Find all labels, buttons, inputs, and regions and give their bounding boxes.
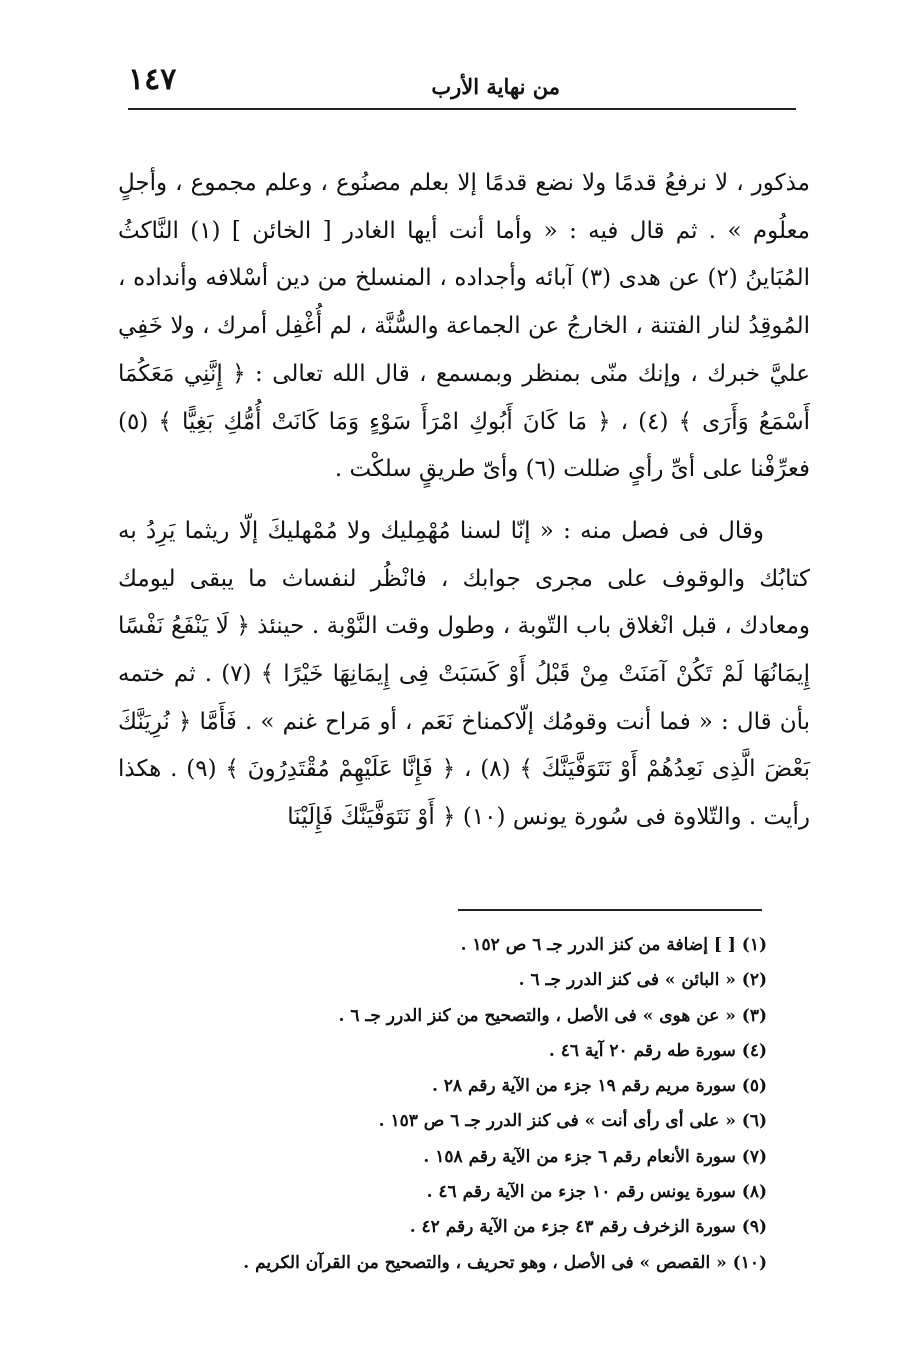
footnote-item: (٦) « على أى رأى أنت » فى كنز الدرر جـ ٦ ص ١٥٣ . — [378, 1111, 767, 1132]
footnote-item: (٩) سورة الزخرف رقم ٤٣ جزء من الآية رقم ٤٢ . — [409, 1217, 767, 1238]
paragraph: وقال فى فصل منه : « إنّا لسنا مُهْمِليك ولا مُمْهليكَ إلّا ريثما يَرِدُ به كتابُك والوقوف على مجرى جوابك ، فانْظُر لنفساث ما يبقى ليومك ومعادك ، قبل انْغلاق باب التّوبة ، وطول وقت النَّوْبة . حينئذ ﴿ لَا يَنْفَعُ نَفْسًا إِيمَانُهَا لَمْ تَكُنْ آمَنَتْ مِنْ قَبْلُ أَوْ كَسَبَتْ فِى إِيمَانِهَا خَيْرًا ﴾ (٧) . ثم ختمه بأن قال : « فما أنت وقومُك إلّاكمناخ نَعَم ، أو مَراح غنم » . فَأَمَّا ﴿ نُرِيَنَّكَ بَعْضَ الَّذِى نَعِدُهُمْ أَوْ نَتَوَفَّيَنَّكَ ﴾ (٨) ، ﴿ فَإِنَّا عَلَيْهِمْ مُقْتَدِرُونَ ﴾ (٩) . هكذا رأيت . والتّلاوة فى سُورة يونس (١٠) ﴿ أَوْ نَتَوَفَّيَنَّكَ فَإِلَيْنَا — [118, 517, 811, 831]
footnotes-list — [207, 928, 767, 1281]
footnote-item: (١) [ ] إضافة من كنز الدرر جـ ٦ ص ١٥٢ . — [460, 935, 767, 955]
footnote-item: (٨) سورة يونس رقم ١٠ جزء من الآية رقم ٤٦ . — [426, 1182, 767, 1203]
footnote-item: (١٠) « القصص » فى الأصل ، وهو تحريف ، والتصحيح من القرآن الكريم . — [243, 1252, 767, 1273]
page-number: ١٤٧ — [128, 62, 177, 97]
running-title: من نهاية الأرب — [431, 74, 560, 99]
footnote-item: (٥) سورة مريم رقم ١٩ جزء من الآية رقم ٢٨ . — [431, 1076, 767, 1097]
footnote-item: (٣) « عن هوى » فى الأصل ، والتصحيح من كنز الدرر جـ ٦ . — [338, 1005, 767, 1026]
paragraph: مذكور ، لا نرفعُ قدمًا ولا نضع قدمًا إلا بعلم مصنُوع ، وعلم مجموع ، وأجلٍ معلُوم » . ثم قال فيه : « وأما أنت أيها الغادر [ الخائن ] (١) النَّاكثُ المُبَاينُ (٢) عن هدى (٣) آبائه وأجداده ، المنسلخ من دين أسْلافه وأنداده ، المُوقِدُ لنار الفتنة ، الخارجُ عن الجماعة والسُّنَّة ، لم أُغْفِل أمرك ، ولا خَفِي عليَّ خبرك ، وإنك منّى بمنظر وبمسمع ، قال الله تعالى : ﴿ إِنَّنِي مَعَكُمَا أَسْمَعُ وَأَرَى ﴾ (٤) ، ﴿ مَا كَانَ أَبُوكِ امْرَأَ سَوْءٍ وَمَا كَانَتْ أُمُّكِ بَغِيًّا ﴾ (٥) فعرِّفْنا على أىِّ رأىٍ ضللت (٦) وأىّ طريقٍ سلكْت . — [118, 170, 810, 483]
main-text — [118, 160, 810, 842]
footnote-item: (٧) سورة الأنعام رقم ٦ جزء من الآية رقم ١٥٨ . — [423, 1146, 767, 1167]
page-header — [128, 62, 796, 110]
footnote-item: (٢) « البائن » فى كنز الدرر جـ ٦ . — [518, 970, 767, 991]
footnote-item: (٤) سورة طه رقم ٢٠ آية ٤٦ . — [548, 1040, 767, 1061]
footnote-divider — [458, 909, 762, 911]
